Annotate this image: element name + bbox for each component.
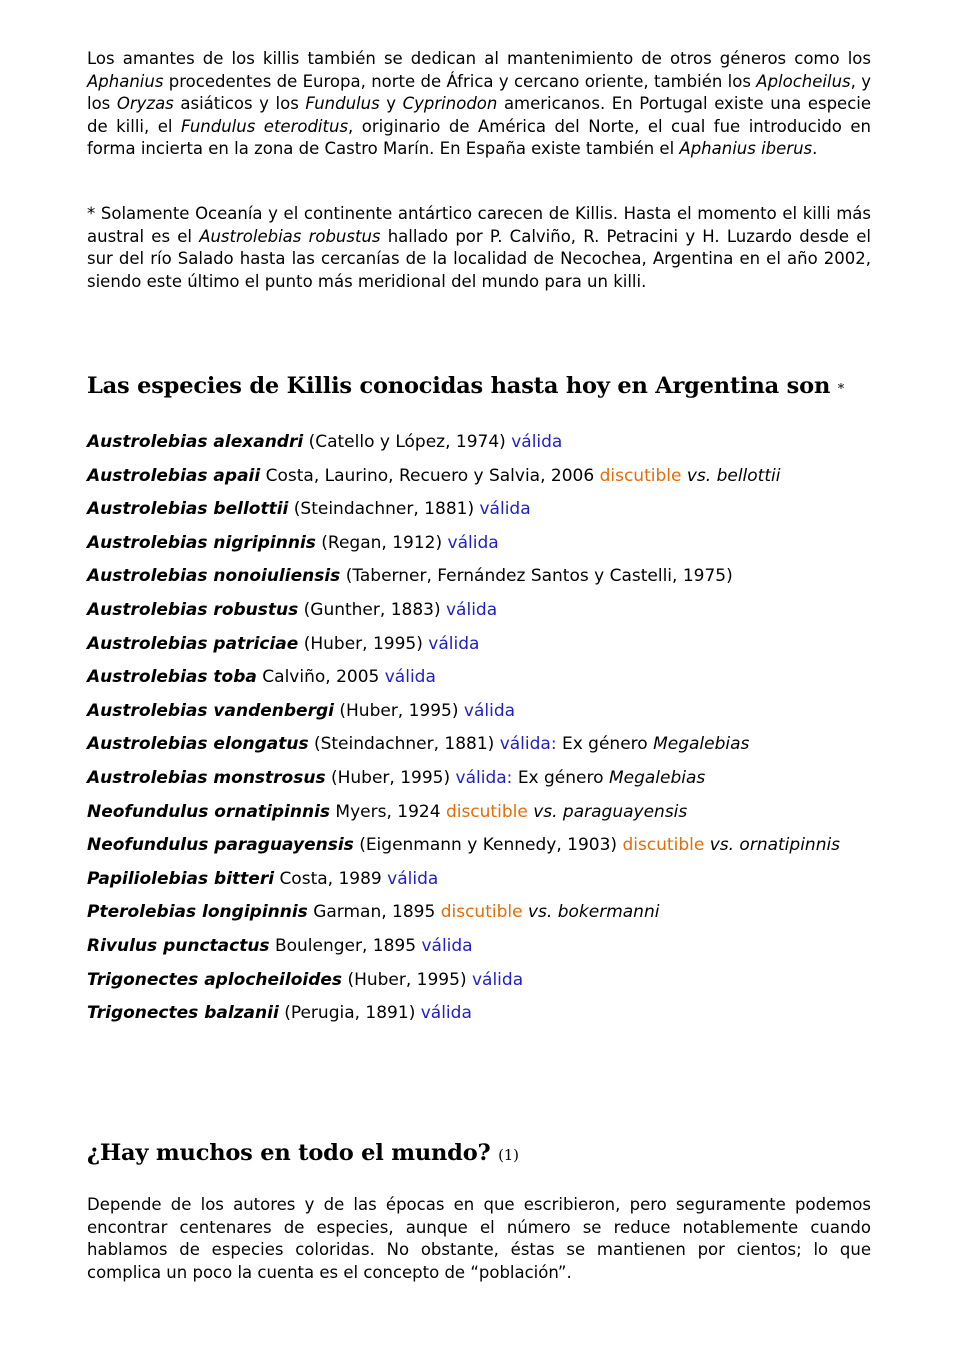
species-item [87, 700, 927, 734]
species-list [87, 431, 927, 1036]
species-status: discutible [440, 902, 523, 923]
species-name: Neofundulus ornatipinnis [87, 801, 331, 822]
italic-term: Aphanius [87, 71, 164, 91]
species-name: Trigonectes aplocheiloides [87, 969, 343, 990]
species-author: (Huber, 1995) [339, 700, 459, 721]
species-name: Austrolebias nonoiuliensis [87, 566, 341, 587]
species-name: Austrolebias nigripinnis [87, 532, 316, 553]
text-run: . [812, 139, 818, 158]
species-name: Austrolebias toba [87, 667, 257, 688]
species-item [87, 733, 927, 767]
species-item [87, 969, 927, 1003]
italic-term: Fundulus [305, 94, 380, 113]
species-status: válida [387, 868, 439, 889]
species-item [87, 565, 927, 599]
world-section-heading [87, 1140, 519, 1166]
italic-term: Cyprinodon [402, 94, 498, 113]
species-status: válida: [499, 734, 557, 755]
species-note-italic: Megalebias [608, 767, 706, 788]
world-heading-text: ¿Hay muchos en todo el mundo? [87, 1140, 491, 1166]
species-status: válida [428, 633, 480, 654]
species-author: (Catello y López, 1974) [308, 432, 506, 452]
italic-term: Aplocheilus [756, 71, 851, 91]
species-name: Austrolebias monstrosus [87, 767, 326, 788]
species-item [87, 599, 927, 633]
species-item [87, 498, 927, 532]
text-run: * Solamente Oceanía y el continente antártico carecen de Killis. Hasta el momento el killi más austral es el [87, 204, 871, 246]
species-section-heading [87, 373, 844, 399]
species-item [87, 901, 927, 935]
species-status: válida [471, 969, 524, 990]
species-note-italic: vs. paraguayensis [533, 801, 688, 822]
italic-term: Fundulus eteroditus [181, 116, 349, 136]
species-author: Boulenger, 1895 [274, 935, 417, 956]
text-run: asiáticos y los [173, 94, 306, 113]
species-name: Austrolebias bellottii [87, 499, 289, 520]
italic-term: Aphanius iberus [679, 139, 813, 158]
text-run: , y los [87, 71, 871, 113]
species-status: válida [479, 499, 531, 520]
species-status: válida [511, 432, 563, 452]
species-name: Austrolebias robustus [87, 599, 299, 620]
species-author: Costa, Laurino, Recuero y Salvia, 2006 [265, 465, 595, 486]
species-status: válida [421, 935, 473, 956]
species-note-italic: vs. bellottii [686, 465, 781, 486]
species-name: Austrolebias vandenbergi [87, 700, 334, 721]
species-status: discutible [445, 801, 528, 822]
world-heading-footnote-mark: (1) [498, 1146, 519, 1164]
species-author: (Eigenmann y Kennedy, 1903) [359, 835, 618, 856]
species-author: (Regan, 1912) [321, 532, 443, 553]
text-run: y [379, 94, 403, 113]
species-status: válida [447, 532, 499, 553]
world-paragraph: Depende de los autores y de las épocas en que escribieron, pero seguramente podemos encontrar centenares de especies, aunque el número se reduce notablemente cuando hablamos de especies coloridas. No obstante, éstas se mantienen por cientos; lo que complica un poco la cuenta es el concepto de “población”. [87, 1195, 871, 1282]
species-name: Rivulus punctactus [87, 935, 270, 956]
italic-term: Oryzas [116, 94, 174, 113]
species-name: Austrolebias elongatus [87, 734, 309, 755]
species-status: discutible [599, 465, 682, 486]
species-author: (Huber, 1995) [303, 633, 423, 654]
species-author: Myers, 1924 [335, 801, 441, 822]
intro-paragraph-1 [87, 48, 871, 161]
species-item [87, 431, 927, 465]
species-author: (Huber, 1995) [347, 969, 467, 990]
species-note-italic: vs. bokermanni [527, 902, 660, 923]
species-name: Pterolebias longipinnis [87, 902, 308, 923]
species-heading-text: Las especies de Killis conocidas hasta hoy en Argentina son [87, 373, 831, 399]
species-note-italic: vs. ornatipinnis [709, 835, 841, 856]
intro-paragraph-2 [87, 203, 871, 293]
species-heading-footnote-mark: * [837, 382, 845, 397]
species-item [87, 935, 927, 969]
species-name: Austrolebias patriciae [87, 633, 299, 654]
italic-term: Austrolebias robustus [199, 226, 381, 246]
species-status: válida [463, 700, 516, 721]
species-item [87, 532, 927, 566]
species-author: (Steindachner, 1881) [293, 499, 475, 520]
text-run: , originario de América del Norte, el cual fue introducido en forma incierta en la zona de Castro Marín. En España existe también el [87, 116, 871, 158]
species-item [87, 633, 927, 667]
species-item [87, 666, 927, 700]
species-author: (Perugia, 1891) [284, 1003, 416, 1024]
species-note-italic: Megalebias [653, 734, 750, 755]
species-item [87, 834, 927, 868]
species-note: Ex género [517, 767, 604, 788]
species-item [87, 801, 927, 835]
species-author: (Gunther, 1883) [303, 599, 441, 620]
species-status: válida: [455, 767, 513, 788]
species-author: (Huber, 1995) [330, 767, 451, 788]
species-author: Garman, 1895 [313, 902, 436, 923]
species-status: discutible [622, 835, 705, 856]
species-name: Austrolebias apaii [87, 465, 261, 486]
species-name: Papiliolebias bitteri [87, 868, 275, 889]
species-name: Trigonectes balzanii [87, 1003, 279, 1024]
text-run: Los amantes de los killis también se dedican al mantenimiento de otros géneros como los [87, 49, 871, 68]
species-note: Ex género [561, 734, 648, 755]
species-item [87, 465, 927, 499]
text-run: procedentes de Europa, norte de África y cercano oriente, también los [163, 71, 757, 91]
species-status: válida [420, 1003, 472, 1024]
species-item [87, 1002, 927, 1036]
species-author: Costa, 1989 [279, 868, 382, 889]
species-status: válida [446, 599, 498, 620]
species-status: válida [384, 667, 436, 688]
species-name: Neofundulus paraguayensis [87, 835, 354, 856]
text-run: americanos. En Portugal existe una especie de killi, el [87, 94, 871, 136]
species-author: (Taberner, Fernández Santos y Castelli, 1975) [345, 566, 733, 587]
species-author: (Steindachner, 1881) [313, 734, 495, 755]
species-item [87, 868, 927, 902]
species-author: Calviño, 2005 [262, 667, 380, 688]
species-name: Austrolebias alexandri [87, 432, 304, 452]
species-item [87, 767, 927, 801]
text-run: hallado por P. Calviño, R. Petracini y H. Luzardo desde el sur del río Salado hasta las cercanías de la localidad de Necochea, Argentina en el año 2002, siendo este último el punto más meridional del mundo para un killi. [87, 226, 871, 291]
